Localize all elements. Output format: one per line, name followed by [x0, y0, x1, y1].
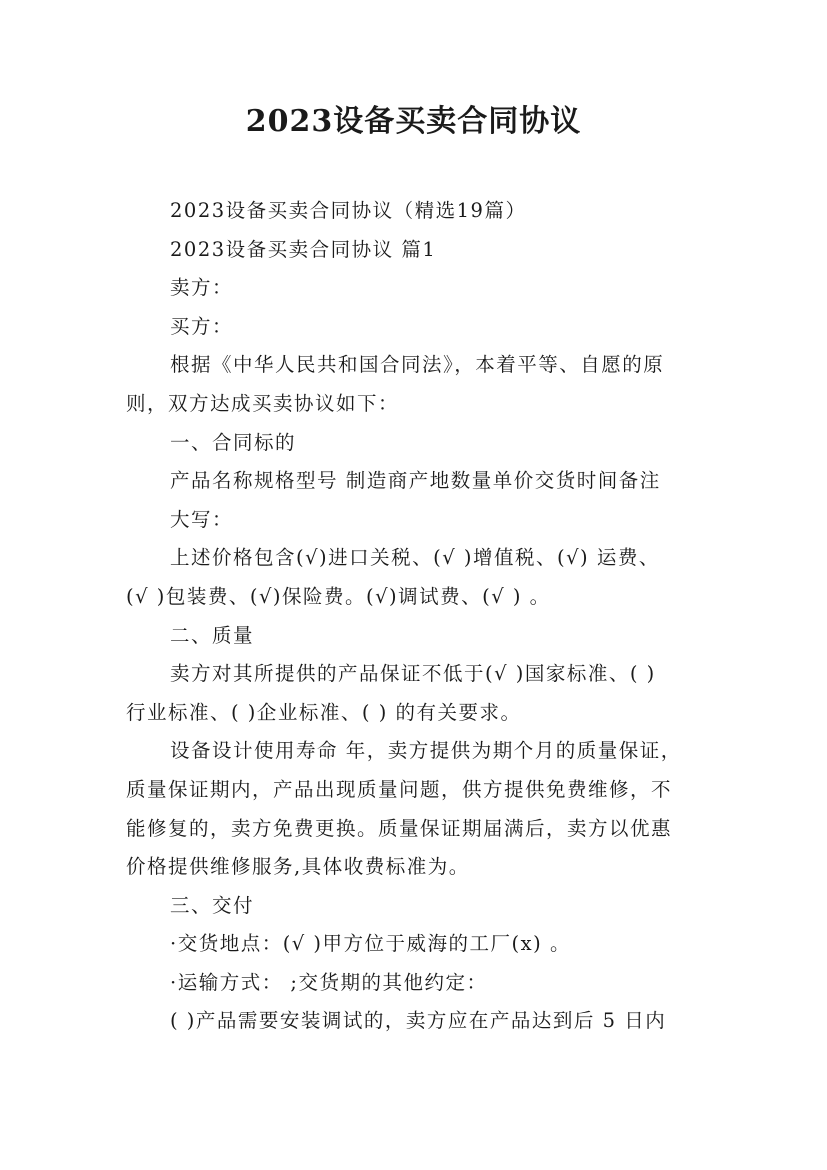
paragraph-line: 质量保证期内，产品出现质量问题，供方提供免费维修，不	[126, 777, 673, 801]
paragraph-line: 买方：	[170, 314, 234, 338]
paragraph-line: ( )产品需要安装调试的，卖方应在产品达到后 5 日内	[170, 1009, 667, 1033]
paragraph-line: 价格提供维修服务,具体收费标准为。	[126, 855, 470, 879]
paragraph-line: 卖方对其所提供的产品保证不低于(√ )国家标准、( )	[170, 662, 656, 686]
section-heading: 三、交付	[170, 893, 255, 917]
section-heading: 二、质量	[170, 623, 255, 647]
paragraph-line: ·交货地点：(√ )甲方位于威海的工厂(x) 。	[170, 932, 571, 956]
document-title: 2023设备买卖合同协议	[245, 104, 582, 139]
paragraph-line: 则，双方达成买卖协议如下：	[126, 391, 400, 415]
paragraph-line: (√ )包装费、(√)保险费。(√)调试费、(√ ) 。	[126, 584, 551, 608]
paragraph-line: 大写：	[170, 507, 234, 531]
section-heading: 一、合同标的	[170, 430, 297, 454]
paragraph-line: 根据《中华人民共和国合同法》，本着平等、自愿的原	[170, 353, 665, 377]
paragraph-line: 行业标准、( )企业标准、( ) 的有关要求。	[126, 700, 522, 724]
paragraph-line: ·运输方式： ;交货期的其他约定：	[170, 970, 488, 994]
paragraph-line: 产品名称规格型号 制造商产地数量单价交货时间备注	[170, 469, 661, 493]
paragraph-line: 上述价格包含(√)进口关税、(√ )增值税、(√) 运费、	[170, 546, 660, 570]
paragraph-line: 2023设备买卖合同协议 篇1	[170, 237, 437, 261]
paragraph-line: 卖方：	[170, 276, 234, 300]
paragraph-line: 设备设计使用寿命 年，卖方提供为期个月的质量保证，	[170, 739, 682, 763]
paragraph-line: 能修复的，卖方免费更换。质量保证期届满后，卖方以优惠	[126, 816, 673, 840]
document-body	[126, 192, 716, 1041]
paragraph-line: 2023设备买卖合同协议（精选19篇）	[170, 199, 527, 222]
